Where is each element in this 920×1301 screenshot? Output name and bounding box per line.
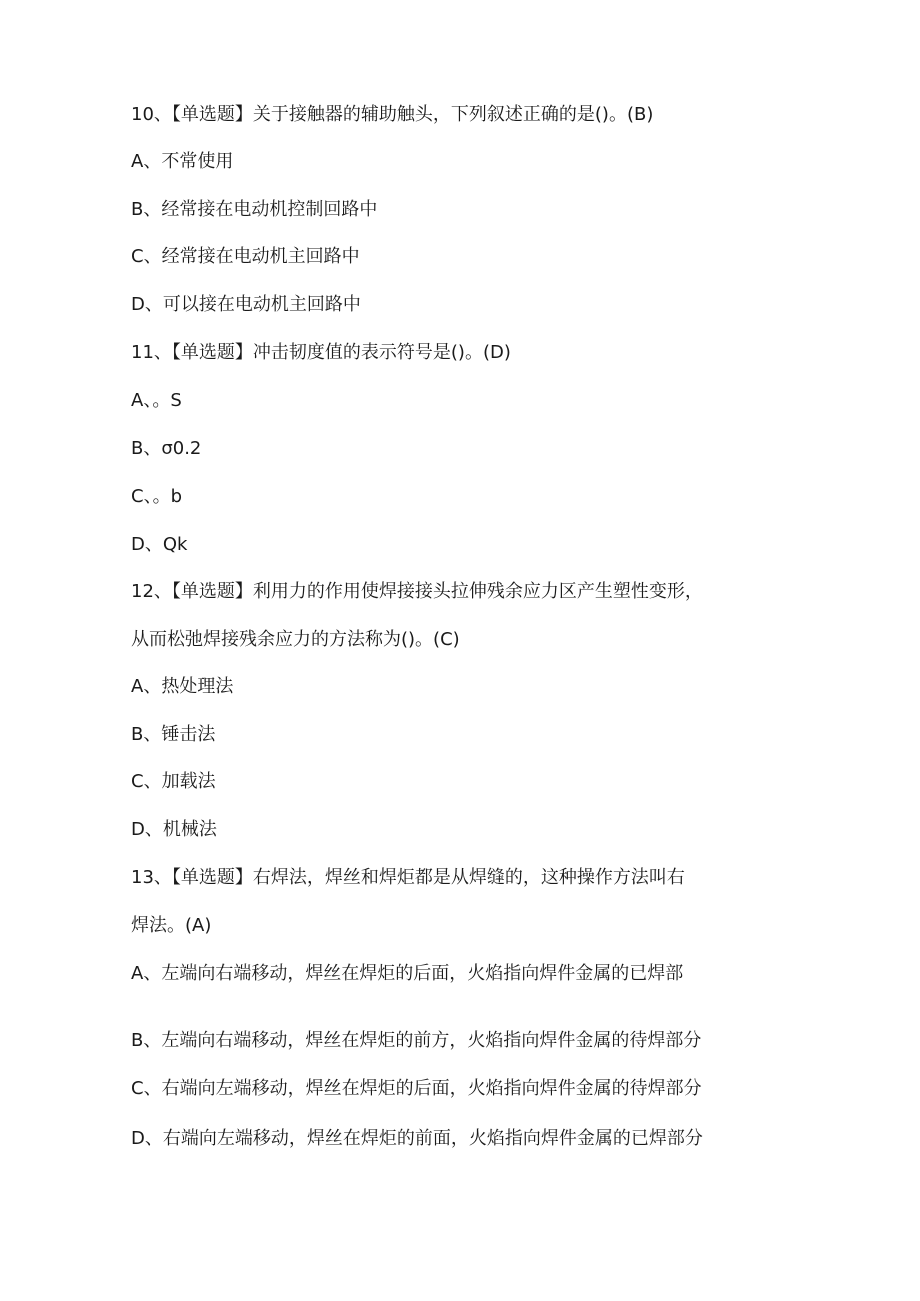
question-12-stem-line2: 从而松弛焊接残余应力的方法称为()。(C) xyxy=(131,629,460,650)
question-10-stem: 10、【单选题】关于接触器的辅助触头，下列叙述正确的是()。(B) xyxy=(131,104,654,125)
question-13-option-b: B、左端向右端移动，焊丝在焊炬的前方，火焰指向焊件金属的待焊部分 xyxy=(131,1030,702,1051)
question-10-option-b: B、经常接在电动机控制回路中 xyxy=(131,199,378,220)
question-11-option-a: A、。S xyxy=(131,390,182,411)
question-13-stem-line1: 13、【单选题】右焊法，焊丝和焊炬都是从焊缝的，这种操作方法叫右 xyxy=(131,867,685,888)
question-11-option-c: C、。b xyxy=(131,486,182,507)
question-12-option-c: C、加载法 xyxy=(131,771,216,792)
question-11-option-d: D、Qk xyxy=(131,534,188,555)
question-13-option-d: D、右端向左端移动，焊丝在焊炬的前面，火焰指向焊件金属的已焊部分 xyxy=(131,1128,703,1149)
question-12-option-b: B、锤击法 xyxy=(131,724,216,745)
question-12-stem-line1: 12、【单选题】利用力的作用使焊接接头拉伸残余应力区产生塑性变形， xyxy=(131,581,703,602)
question-10-option-d: D、可以接在电动机主回路中 xyxy=(131,294,361,315)
question-12-option-a: A、热处理法 xyxy=(131,676,234,697)
question-13-stem-line2: 焊法。(A) xyxy=(131,915,212,936)
question-13-option-c: C、右端向左端移动，焊丝在焊炬的后面，火焰指向焊件金属的待焊部分 xyxy=(131,1078,702,1099)
question-10-option-c: C、经常接在电动机主回路中 xyxy=(131,246,360,267)
question-12-option-d: D、机械法 xyxy=(131,819,217,840)
question-13-option-a: A、左端向右端移动，焊丝在焊炬的后面，火焰指向焊件金属的已焊部 xyxy=(131,963,684,984)
question-10-option-a: A、不常使用 xyxy=(131,151,234,172)
question-11-option-b: B、σ0.2 xyxy=(131,438,202,459)
question-11-stem: 11、【单选题】冲击韧度值的表示符号是()。(D) xyxy=(131,342,511,363)
